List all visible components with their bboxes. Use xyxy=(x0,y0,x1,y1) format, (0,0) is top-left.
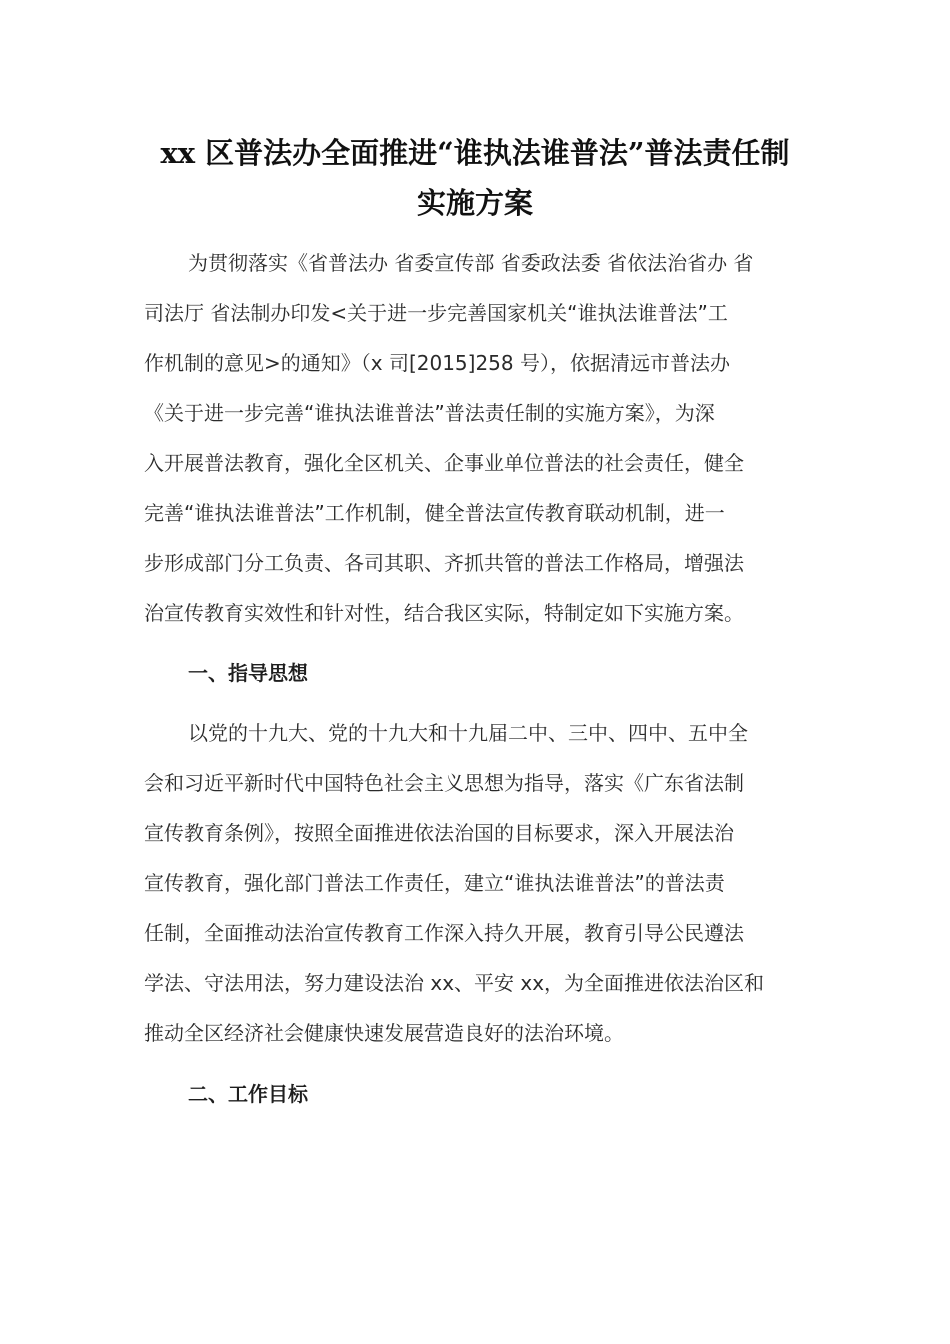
paragraph-line: 宣传教育，强化部门普法工作责任，建立“谁执法谁普法”的普法责 xyxy=(144,871,725,895)
paragraph-line: 推动全区经济社会健康快速发展营造良好的法治环境。 xyxy=(144,1021,624,1045)
paragraph-line: 学法、守法用法，努力建设法治 xx、平安 xx，为全面推进依法治区和 xyxy=(144,971,765,995)
paragraph-line: 《关于进一步完善“谁执法谁普法”普法责任制的实施方案》，为深 xyxy=(144,401,715,425)
paragraph-line: 司法厅 省法制办印发<关于进一步完善国家机关“谁执法谁普法”工 xyxy=(144,301,728,325)
section-heading-guiding-ideology-wrap xyxy=(144,648,804,698)
paragraph-purpose xyxy=(144,238,804,638)
title-line: xx 区普法办全面推进“谁执法谁普法”普法责任制 xyxy=(160,136,790,170)
section-heading-guiding-ideology: 一、指导思想 xyxy=(188,661,308,685)
paragraph-line: 步形成部门分工负责、各司其职、齐抓共管的普法工作格局，增强法 xyxy=(144,551,744,575)
section-heading-work-goals-wrap xyxy=(144,1069,804,1119)
section-heading-work-goals: 二、工作目标 xyxy=(188,1082,308,1106)
paragraph-line: 会和习近平新时代中国特色社会主义思想为指导，落实《广东省法制 xyxy=(144,771,744,795)
paragraph-guiding-ideology xyxy=(144,708,804,1058)
title-line: 实施方案 xyxy=(416,186,533,220)
paragraph-line: 入开展普法教育，强化全区机关、企事业单位普法的社会责任，健全 xyxy=(144,451,744,475)
document-title xyxy=(130,128,820,228)
paragraph-line: 作机制的意见>的通知》（x 司[2015]258 号），依据清远市普法办 xyxy=(144,351,730,375)
paragraph-line: 治宣传教育实效性和针对性，结合我区实际，特制定如下实施方案。 xyxy=(144,601,744,625)
paragraph-line: 完善“谁执法谁普法”工作机制，健全普法宣传教育联动机制，进一 xyxy=(144,501,725,525)
paragraph-line: 宣传教育条例》，按照全面推进依法治国的目标要求，深入开展法治 xyxy=(144,821,734,845)
paragraph-line: 以党的十九大、党的十九大和十九届二中、三中、四中、五中全 xyxy=(188,721,748,745)
paragraph-line: 为贯彻落实《省普法办 省委宣传部 省委政法委 省依法治省办 省 xyxy=(188,251,754,275)
paragraph-line: 任制，全面推动法治宣传教育工作深入持久开展，教育引导公民遵法 xyxy=(144,921,744,945)
